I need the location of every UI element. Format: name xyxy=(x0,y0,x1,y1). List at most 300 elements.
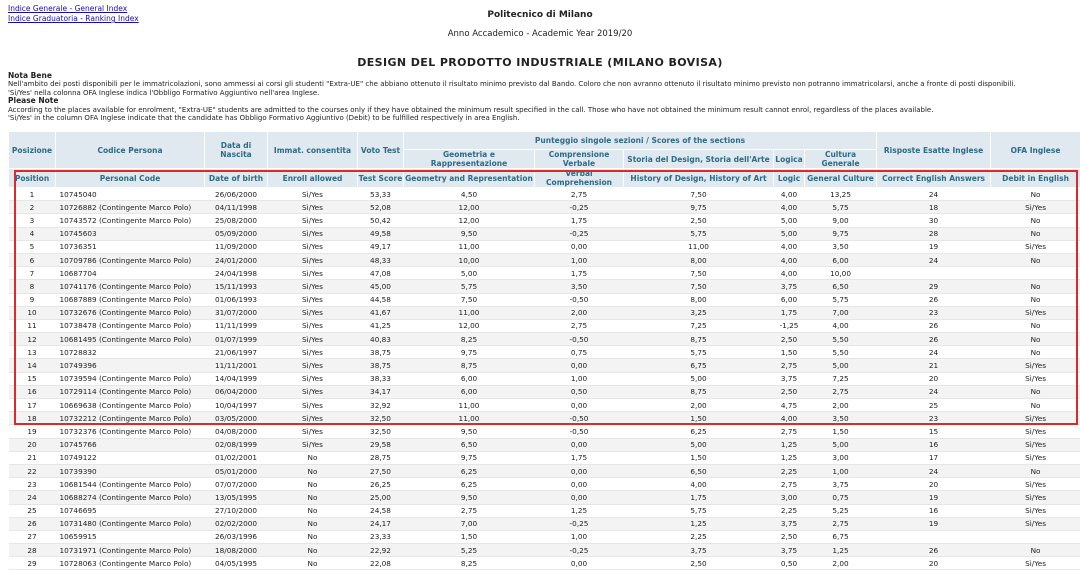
cell-enroll-allowed: Sì/Yes xyxy=(268,333,358,346)
institution-title: Politecnico di Milano xyxy=(0,10,1080,20)
cell-logic: 3,75 xyxy=(774,372,805,385)
cell-geometry: 12,00 xyxy=(404,201,535,214)
cell-birth-date: 26/06/2000 xyxy=(205,188,268,201)
cell-test-score: 32,50 xyxy=(358,412,404,425)
cell-personal-code: 10746695 xyxy=(56,504,205,517)
cell-ofa-english: Sì/Yes xyxy=(991,240,1080,253)
cell-geometry: 9,75 xyxy=(404,346,535,359)
cell-position: 9 xyxy=(9,293,56,306)
cell-verbal: 2,00 xyxy=(535,306,624,319)
cell-ofa-english: Sì/Yes xyxy=(991,425,1080,438)
cell-culture: 6,75 xyxy=(805,530,877,543)
table-row xyxy=(9,412,1080,425)
cell-verbal: -0,50 xyxy=(535,293,624,306)
cell-english-answers: 18 xyxy=(877,201,991,214)
cell-logic: 6,00 xyxy=(774,293,805,306)
cell-logic: 2,50 xyxy=(774,385,805,398)
cell-position: 11 xyxy=(9,319,56,332)
cell-verbal: 1,75 xyxy=(535,214,624,227)
cell-position: 24 xyxy=(9,491,56,504)
cell-position: 27 xyxy=(9,530,56,543)
cell-ofa-english: No xyxy=(991,333,1080,346)
cell-history: 5,00 xyxy=(624,372,774,385)
cell-ofa-english: Sì/Yes xyxy=(991,372,1080,385)
table-header xyxy=(9,132,1080,188)
cell-english-answers: 23 xyxy=(877,412,991,425)
cell-geometry: 12,00 xyxy=(404,214,535,227)
cell-position: 5 xyxy=(9,240,56,253)
table-row xyxy=(9,293,1080,306)
cell-personal-code: 10739594 (Contingente Marco Polo) xyxy=(56,372,205,385)
cell-birth-date: 01/07/1999 xyxy=(205,333,268,346)
cell-ofa-english xyxy=(991,267,1080,280)
cell-birth-date: 13/05/1995 xyxy=(205,491,268,504)
cell-position: 12 xyxy=(9,333,56,346)
cell-logic: 5,00 xyxy=(774,227,805,240)
cell-ofa-english: No xyxy=(991,253,1080,266)
cell-ofa-english: No xyxy=(991,319,1080,332)
cell-ofa-english: Sì/Yes xyxy=(991,491,1080,504)
col-header-history-it: Storia del Design, Storia dell'Arte xyxy=(624,150,774,169)
cell-personal-code: 10732676 (Contingente Marco Polo) xyxy=(56,306,205,319)
cell-verbal: 1,75 xyxy=(535,451,624,464)
cell-verbal: 0,00 xyxy=(535,240,624,253)
table-row xyxy=(9,253,1080,266)
cell-personal-code: 10688274 (Contingente Marco Polo) xyxy=(56,491,205,504)
col-header-birth-en: Date of birth xyxy=(205,169,268,188)
cell-geometry: 7,00 xyxy=(404,517,535,530)
general-index-link[interactable]: Indice Generale - General Index xyxy=(8,4,139,14)
col-header-position-it: Posizione xyxy=(9,132,56,169)
cell-logic: 2,75 xyxy=(774,425,805,438)
cell-geometry: 6,25 xyxy=(404,478,535,491)
cell-culture: 5,00 xyxy=(805,438,877,451)
cell-history: 3,25 xyxy=(624,306,774,319)
cell-birth-date: 14/04/1999 xyxy=(205,372,268,385)
col-header-ofa-en: Debit in English xyxy=(991,169,1080,188)
cell-english-answers: 16 xyxy=(877,438,991,451)
cell-history: 1,75 xyxy=(624,491,774,504)
cell-position: 16 xyxy=(9,385,56,398)
cell-personal-code: 10731480 (Contingente Marco Polo) xyxy=(56,517,205,530)
col-header-code-it: Codice Persona xyxy=(56,132,205,169)
table-row xyxy=(9,201,1080,214)
cell-history: 1,50 xyxy=(624,451,774,464)
course-title: DESIGN DEL PRODOTTO INDUSTRIALE (MILANO BOVISA) xyxy=(0,56,1080,69)
cell-culture: 9,00 xyxy=(805,214,877,227)
cell-english-answers: 24 xyxy=(877,385,991,398)
col-header-geometry-it: Geometria e Rappresentazione xyxy=(404,150,535,169)
cell-birth-date: 06/04/2000 xyxy=(205,385,268,398)
cell-enroll-allowed: Sì/Yes xyxy=(268,253,358,266)
cell-logic: 1,50 xyxy=(774,346,805,359)
cell-english-answers: 19 xyxy=(877,491,991,504)
cell-logic: 5,00 xyxy=(774,214,805,227)
table-row xyxy=(9,240,1080,253)
cell-english-answers: 30 xyxy=(877,214,991,227)
cell-culture: 7,25 xyxy=(805,372,877,385)
cell-test-score: 24,58 xyxy=(358,504,404,517)
cell-geometry: 2,75 xyxy=(404,504,535,517)
cell-geometry: 5,00 xyxy=(404,267,535,280)
col-header-culture-en: General Culture xyxy=(805,169,877,188)
cell-birth-date: 31/07/2000 xyxy=(205,306,268,319)
cell-geometry: 6,50 xyxy=(404,438,535,451)
cell-ofa-english: No xyxy=(991,188,1080,201)
cell-enroll-allowed: Sì/Yes xyxy=(268,267,358,280)
cell-enroll-allowed: Sì/Yes xyxy=(268,412,358,425)
cell-birth-date: 01/06/1993 xyxy=(205,293,268,306)
cell-culture: 5,25 xyxy=(805,504,877,517)
cell-birth-date: 03/05/2000 xyxy=(205,412,268,425)
cell-birth-date: 04/11/1998 xyxy=(205,201,268,214)
cell-birth-date: 05/01/2000 xyxy=(205,464,268,477)
cell-culture: 3,50 xyxy=(805,412,877,425)
cell-test-score: 52,08 xyxy=(358,201,404,214)
cell-test-score: 32,92 xyxy=(358,399,404,412)
cell-logic: 2,75 xyxy=(774,478,805,491)
cell-test-score: 22,08 xyxy=(358,557,404,570)
cell-culture: 10,00 xyxy=(805,267,877,280)
table-row xyxy=(9,478,1080,491)
col-header-score-en: Test Score xyxy=(358,169,404,188)
cell-english-answers: 20 xyxy=(877,372,991,385)
cell-enroll-allowed: Sì/Yes xyxy=(268,399,358,412)
cell-test-score: 40,83 xyxy=(358,333,404,346)
cell-english-answers: 23 xyxy=(877,306,991,319)
cell-culture: 2,75 xyxy=(805,385,877,398)
cell-ofa-english: No xyxy=(991,280,1080,293)
cell-ofa-english: Sì/Yes xyxy=(991,478,1080,491)
cell-birth-date: 04/05/1995 xyxy=(205,557,268,570)
cell-test-score: 23,33 xyxy=(358,530,404,543)
cell-enroll-allowed: Sì/Yes xyxy=(268,385,358,398)
cell-enroll-allowed: No xyxy=(268,491,358,504)
cell-culture: 3,75 xyxy=(805,478,877,491)
cell-history: 7,25 xyxy=(624,319,774,332)
cell-test-score: 41,25 xyxy=(358,319,404,332)
cell-ofa-english: No xyxy=(991,464,1080,477)
cell-birth-date: 07/07/2000 xyxy=(205,478,268,491)
cell-geometry: 5,25 xyxy=(404,544,535,557)
cell-test-score: 50,42 xyxy=(358,214,404,227)
table-row xyxy=(9,544,1080,557)
cell-test-score: 24,17 xyxy=(358,517,404,530)
cell-verbal: -0,25 xyxy=(535,544,624,557)
cell-geometry: 9,50 xyxy=(404,227,535,240)
cell-geometry: 6,00 xyxy=(404,385,535,398)
table-body xyxy=(9,188,1080,570)
cell-logic: 4,00 xyxy=(774,188,805,201)
cell-personal-code: 10745040 xyxy=(56,188,205,201)
cell-test-score: 53,33 xyxy=(358,188,404,201)
cell-history: 8,75 xyxy=(624,333,774,346)
cell-position: 14 xyxy=(9,359,56,372)
nota-bene-title: Nota Bene xyxy=(8,72,1072,80)
cell-ofa-english: Sì/Yes xyxy=(991,412,1080,425)
cell-history: 6,25 xyxy=(624,425,774,438)
cell-history: 2,00 xyxy=(624,399,774,412)
ranking-table xyxy=(8,131,1080,570)
cell-english-answers: 26 xyxy=(877,293,991,306)
cell-personal-code: 10732376 (Contingente Marco Polo) xyxy=(56,425,205,438)
cell-birth-date: 05/09/2000 xyxy=(205,227,268,240)
cell-position: 20 xyxy=(9,438,56,451)
cell-ofa-english: No xyxy=(991,385,1080,398)
table-row xyxy=(9,267,1080,280)
cell-verbal: -0,25 xyxy=(535,201,624,214)
cell-enroll-allowed: Sì/Yes xyxy=(268,425,358,438)
cell-enroll-allowed: No xyxy=(268,451,358,464)
cell-enroll-allowed: No xyxy=(268,557,358,570)
table-row xyxy=(9,227,1080,240)
cell-ofa-english: No xyxy=(991,346,1080,359)
cell-birth-date: 11/11/2001 xyxy=(205,359,268,372)
col-header-verbal-it: Comprensione Verbale xyxy=(535,150,624,169)
cell-english-answers: 16 xyxy=(877,504,991,517)
cell-birth-date: 25/08/2000 xyxy=(205,214,268,227)
cell-enroll-allowed: No xyxy=(268,544,358,557)
cell-birth-date: 04/08/2000 xyxy=(205,425,268,438)
col-header-english-answers-en: Correct English Answers xyxy=(877,169,991,188)
cell-personal-code: 10749396 xyxy=(56,359,205,372)
cell-position: 13 xyxy=(9,346,56,359)
cell-position: 7 xyxy=(9,267,56,280)
cell-enroll-allowed: Sì/Yes xyxy=(268,293,358,306)
cell-history: 5,75 xyxy=(624,227,774,240)
table-row xyxy=(9,280,1080,293)
cell-personal-code: 10726882 (Contingente Marco Polo) xyxy=(56,201,205,214)
cell-position: 15 xyxy=(9,372,56,385)
cell-test-score: 26,25 xyxy=(358,478,404,491)
cell-english-answers: 24 xyxy=(877,188,991,201)
ranking-index-link[interactable]: Indice Graduatoria - Ranking Index xyxy=(8,14,139,24)
cell-position: 18 xyxy=(9,412,56,425)
cell-test-score: 45,00 xyxy=(358,280,404,293)
nota-bene-line-2: 'Si/Yes' nella colonna OFA Inglese indica l'Obbligo Formativo Aggiuntivo nell'area Inglese. xyxy=(8,89,1072,97)
cell-position: 21 xyxy=(9,451,56,464)
cell-test-score: 38,75 xyxy=(358,359,404,372)
cell-english-answers: 21 xyxy=(877,359,991,372)
cell-ofa-english: Sì/Yes xyxy=(991,201,1080,214)
cell-english-answers: 28 xyxy=(877,227,991,240)
cell-culture: 2,00 xyxy=(805,557,877,570)
table-row xyxy=(9,346,1080,359)
col-header-birth-it: Data di Nascita xyxy=(205,132,268,169)
cell-geometry: 1,50 xyxy=(404,530,535,543)
table-row xyxy=(9,333,1080,346)
cell-history: 6,50 xyxy=(624,464,774,477)
cell-verbal: 1,75 xyxy=(535,267,624,280)
cell-position: 1 xyxy=(9,188,56,201)
cell-personal-code: 10687704 xyxy=(56,267,205,280)
cell-geometry: 8,25 xyxy=(404,333,535,346)
table-row xyxy=(9,557,1080,570)
cell-culture: 5,50 xyxy=(805,346,877,359)
cell-logic: 4,00 xyxy=(774,201,805,214)
cell-verbal: 2,75 xyxy=(535,319,624,332)
cell-birth-date: 15/11/1993 xyxy=(205,280,268,293)
cell-ofa-english xyxy=(991,530,1080,543)
cell-personal-code: 10728063 (Contingente Marco Polo) xyxy=(56,557,205,570)
cell-verbal: 0,00 xyxy=(535,359,624,372)
cell-verbal: 1,00 xyxy=(535,253,624,266)
cell-test-score: 44,58 xyxy=(358,293,404,306)
table-row xyxy=(9,359,1080,372)
cell-birth-date: 27/10/2000 xyxy=(205,504,268,517)
cell-verbal: 1,25 xyxy=(535,504,624,517)
cell-verbal: 0,00 xyxy=(535,438,624,451)
cell-logic: 4,00 xyxy=(774,412,805,425)
cell-personal-code: 10736351 xyxy=(56,240,205,253)
table-row xyxy=(9,214,1080,227)
cell-culture: 5,75 xyxy=(805,201,877,214)
table-row xyxy=(9,464,1080,477)
cell-birth-date: 01/02/2001 xyxy=(205,451,268,464)
cell-logic: 2,75 xyxy=(774,359,805,372)
cell-history: 11,00 xyxy=(624,240,774,253)
cell-verbal: -0,25 xyxy=(535,227,624,240)
cell-ofa-english: Sì/Yes xyxy=(991,557,1080,570)
cell-birth-date: 18/08/2000 xyxy=(205,544,268,557)
cell-verbal: -0,50 xyxy=(535,333,624,346)
cell-test-score: 48,33 xyxy=(358,253,404,266)
cell-personal-code: 10669638 (Contingente Marco Polo) xyxy=(56,399,205,412)
table-row xyxy=(9,319,1080,332)
cell-geometry: 11,00 xyxy=(404,240,535,253)
cell-test-score: 32,50 xyxy=(358,425,404,438)
cell-personal-code: 10738478 (Contingente Marco Polo) xyxy=(56,319,205,332)
cell-test-score: 22,92 xyxy=(358,544,404,557)
cell-enroll-allowed: Sì/Yes xyxy=(268,201,358,214)
cell-enroll-allowed: Sì/Yes xyxy=(268,280,358,293)
cell-history: 8,75 xyxy=(624,385,774,398)
cell-english-answers: 24 xyxy=(877,464,991,477)
table-row xyxy=(9,517,1080,530)
cell-verbal: 2,75 xyxy=(535,188,624,201)
cell-personal-code: 10741176 (Contingente Marco Polo) xyxy=(56,280,205,293)
col-header-culture-it: Cultura Generale xyxy=(805,150,877,169)
cell-history: 7,50 xyxy=(624,280,774,293)
cell-ofa-english: No xyxy=(991,227,1080,240)
cell-test-score: 49,58 xyxy=(358,227,404,240)
cell-birth-date: 24/04/1998 xyxy=(205,267,268,280)
cell-test-score: 34,17 xyxy=(358,385,404,398)
cell-culture: 6,50 xyxy=(805,280,877,293)
cell-personal-code: 10745603 xyxy=(56,227,205,240)
cell-personal-code: 10732212 (Contingente Marco Polo) xyxy=(56,412,205,425)
please-note-line-1: According to the places available for enrolment, "Extra-UE" students are admitted to the courses only if they have obtained the minimum result specified in the call. Those who have not obtained the minimum result cannot enrol, regardless of the places available. xyxy=(8,106,1072,114)
cell-enroll-allowed: Sì/Yes xyxy=(268,359,358,372)
cell-history: 7,50 xyxy=(624,188,774,201)
cell-logic: -1,25 xyxy=(774,319,805,332)
cell-ofa-english: Sì/Yes xyxy=(991,451,1080,464)
cell-test-score: 25,00 xyxy=(358,491,404,504)
cell-test-score: 38,33 xyxy=(358,372,404,385)
cell-verbal: 1,00 xyxy=(535,372,624,385)
col-header-position-en: Position xyxy=(9,169,56,188)
cell-personal-code: 10681495 (Contingente Marco Polo) xyxy=(56,333,205,346)
cell-logic: 3,00 xyxy=(774,491,805,504)
cell-logic: 3,75 xyxy=(774,544,805,557)
cell-logic: 4,00 xyxy=(774,253,805,266)
cell-enroll-allowed: Sì/Yes xyxy=(268,188,358,201)
cell-logic: 2,25 xyxy=(774,504,805,517)
cell-geometry: 12,00 xyxy=(404,319,535,332)
col-header-english-answers-it: Risposte Esatte Inglese xyxy=(877,132,991,169)
cell-english-answers: 20 xyxy=(877,557,991,570)
cell-culture: 5,50 xyxy=(805,333,877,346)
cell-english-answers xyxy=(877,267,991,280)
cell-personal-code: 10731971 (Contingente Marco Polo) xyxy=(56,544,205,557)
cell-test-score: 49,17 xyxy=(358,240,404,253)
cell-position: 10 xyxy=(9,306,56,319)
cell-history: 2,50 xyxy=(624,214,774,227)
cell-geometry: 8,75 xyxy=(404,359,535,372)
cell-verbal: 1,00 xyxy=(535,530,624,543)
cell-logic: 4,00 xyxy=(774,240,805,253)
cell-culture: 4,00 xyxy=(805,319,877,332)
cell-personal-code: 10745766 xyxy=(56,438,205,451)
col-header-code-en: Personal Code xyxy=(56,169,205,188)
cell-personal-code: 10749122 xyxy=(56,451,205,464)
cell-verbal: 0,75 xyxy=(535,346,624,359)
cell-logic: 2,50 xyxy=(774,333,805,346)
cell-ofa-english: Sì/Yes xyxy=(991,438,1080,451)
table-row xyxy=(9,451,1080,464)
cell-culture: 1,00 xyxy=(805,464,877,477)
cell-history: 5,75 xyxy=(624,346,774,359)
cell-verbal: -0,50 xyxy=(535,412,624,425)
table-row xyxy=(9,188,1080,201)
table-row xyxy=(9,385,1080,398)
cell-geometry: 7,50 xyxy=(404,293,535,306)
cell-position: 8 xyxy=(9,280,56,293)
cell-enroll-allowed: Sì/Yes xyxy=(268,214,358,227)
cell-geometry: 4,50 xyxy=(404,188,535,201)
cell-verbal: 0,00 xyxy=(535,491,624,504)
cell-position: 19 xyxy=(9,425,56,438)
cell-enroll-allowed: Sì/Yes xyxy=(268,319,358,332)
cell-birth-date: 02/08/1999 xyxy=(205,438,268,451)
cell-verbal: -0,50 xyxy=(535,425,624,438)
cell-geometry: 5,75 xyxy=(404,280,535,293)
cell-geometry: 11,00 xyxy=(404,412,535,425)
cell-history: 5,75 xyxy=(624,504,774,517)
col-header-score-it: Voto Test xyxy=(358,132,404,169)
cell-verbal: 0,00 xyxy=(535,557,624,570)
cell-culture: 2,75 xyxy=(805,517,877,530)
cell-test-score: 47,08 xyxy=(358,267,404,280)
cell-english-answers: 17 xyxy=(877,451,991,464)
cell-test-score: 27,50 xyxy=(358,464,404,477)
cell-geometry: 10,00 xyxy=(404,253,535,266)
cell-ofa-english: Sì/Yes xyxy=(991,306,1080,319)
cell-ofa-english: Sì/Yes xyxy=(991,359,1080,372)
cell-ofa-english: No xyxy=(991,544,1080,557)
cell-enroll-allowed: Sì/Yes xyxy=(268,306,358,319)
cell-history: 5,00 xyxy=(624,438,774,451)
cell-personal-code: 10739390 xyxy=(56,464,205,477)
cell-culture: 5,75 xyxy=(805,293,877,306)
cell-position: 25 xyxy=(9,504,56,517)
cell-logic: 1,25 xyxy=(774,438,805,451)
col-header-geometry-en: Geometry and Representation xyxy=(404,169,535,188)
notes-section xyxy=(8,72,1072,122)
cell-birth-date: 11/09/2000 xyxy=(205,240,268,253)
table-row xyxy=(9,425,1080,438)
cell-history: 6,75 xyxy=(624,359,774,372)
